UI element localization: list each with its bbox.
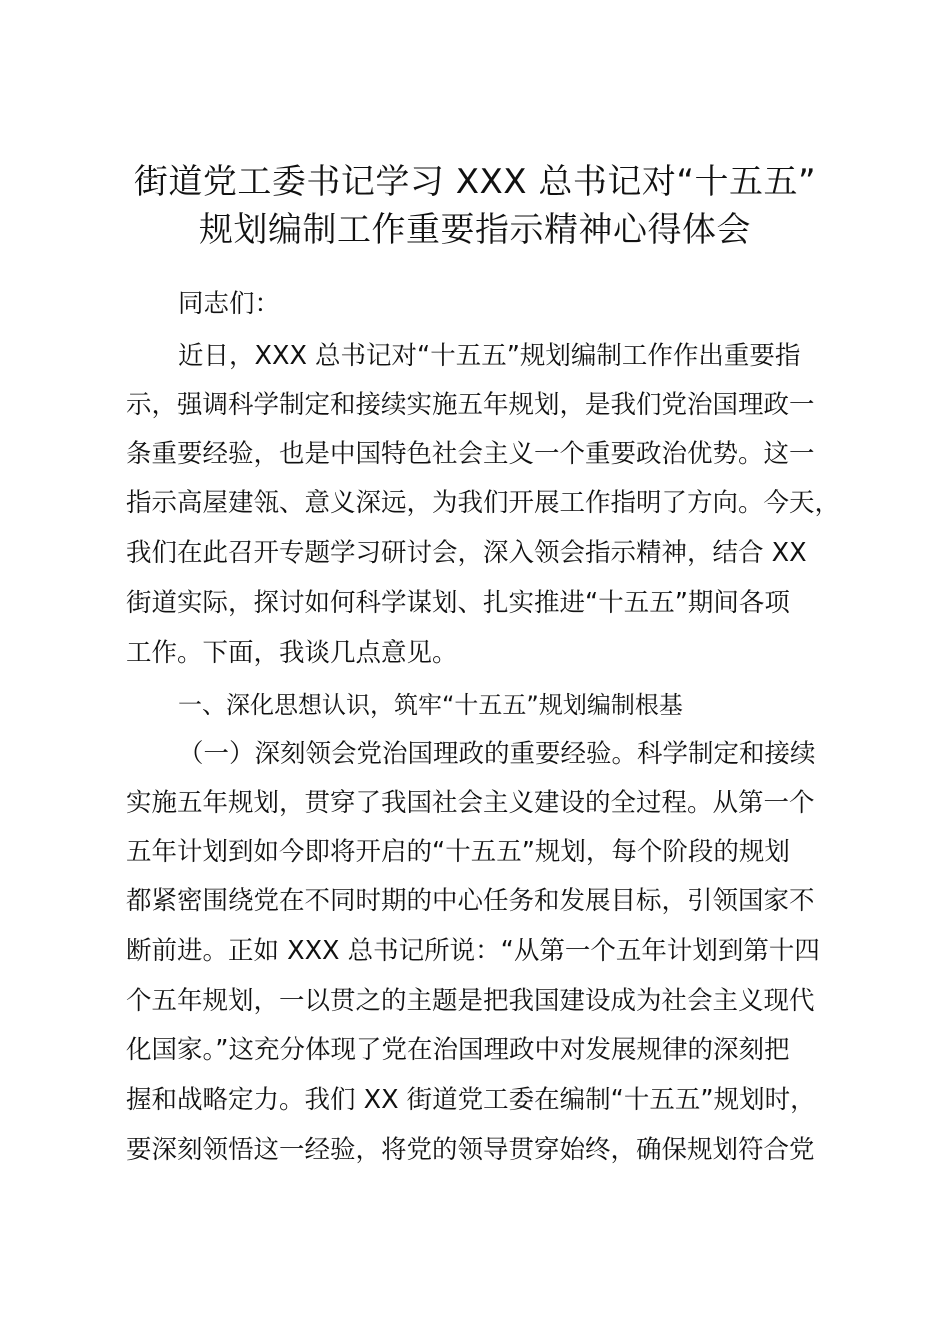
paragraph-2-line-9: 要深刻领悟这一经验，将党的领导贯穿始终，确保规划符合党 [126, 1135, 815, 1165]
paragraph-2-line-8: 握和战略定力。我们 XX 街道党工委在编制“十五五”规划时， [126, 1085, 816, 1115]
section-heading-1: 一、深化思想认识，筑牢“十五五”规划编制根基 [178, 691, 683, 719]
document-title-line-1: 街道党工委书记学习 XXX 总书记对“十五五” [133, 162, 817, 202]
paragraph-2-line-6: 个五年规划，一以贯之的主题是把我国建设成为社会主义现代 [126, 986, 815, 1016]
paragraph-1-line-7: 工作。下面，我谈几点意见。 [126, 638, 458, 668]
paragraph-2-line-1: （一）深刻领会党治国理政的重要经验。科学制定和接续 [178, 739, 816, 769]
document-title-line-2: 规划编制工作重要指示精神心得体会 [199, 210, 751, 250]
paragraph-1-line-3: 条重要经验，也是中国特色社会主义一个重要政治优势。这一 [126, 439, 815, 469]
paragraph-2-line-4: 都紧密围绕党在不同时期的中心任务和发展目标，引领国家不 [126, 886, 815, 916]
paragraph-1-line-4: 指示高屋建瓴、意义深远，为我们开展工作指明了方向。今天， [126, 488, 841, 518]
paragraph-1-line-1: 近日，XXX 总书记对“十五五”规划编制工作作出重要指 [178, 341, 801, 371]
paragraph-1-line-5: 我们在此召开专题学习研讨会，深入领会指示精神，结合 XX [126, 538, 807, 568]
paragraph-1-line-2: 示，强调科学制定和接续实施五年规划，是我们党治国理政一 [126, 390, 815, 420]
paragraph-2-line-3: 五年计划到如今即将开启的“十五五”规划，每个阶段的规划 [126, 837, 790, 867]
paragraph-2-line-5: 断前进。正如 XXX 总书记所说：“从第一个五年计划到第十四 [126, 936, 820, 966]
paragraph-1-line-6: 街道实际，探讨如何科学谋划、扎实推进“十五五”期间各项 [126, 588, 790, 618]
paragraph-2-line-2: 实施五年规划，贯穿了我国社会主义建设的全过程。从第一个 [126, 788, 815, 818]
salutation: 同志们： [178, 289, 281, 319]
paragraph-2-line-7: 化国家。”这充分体现了党在治国理政中对发展规律的深刻把 [126, 1035, 790, 1065]
